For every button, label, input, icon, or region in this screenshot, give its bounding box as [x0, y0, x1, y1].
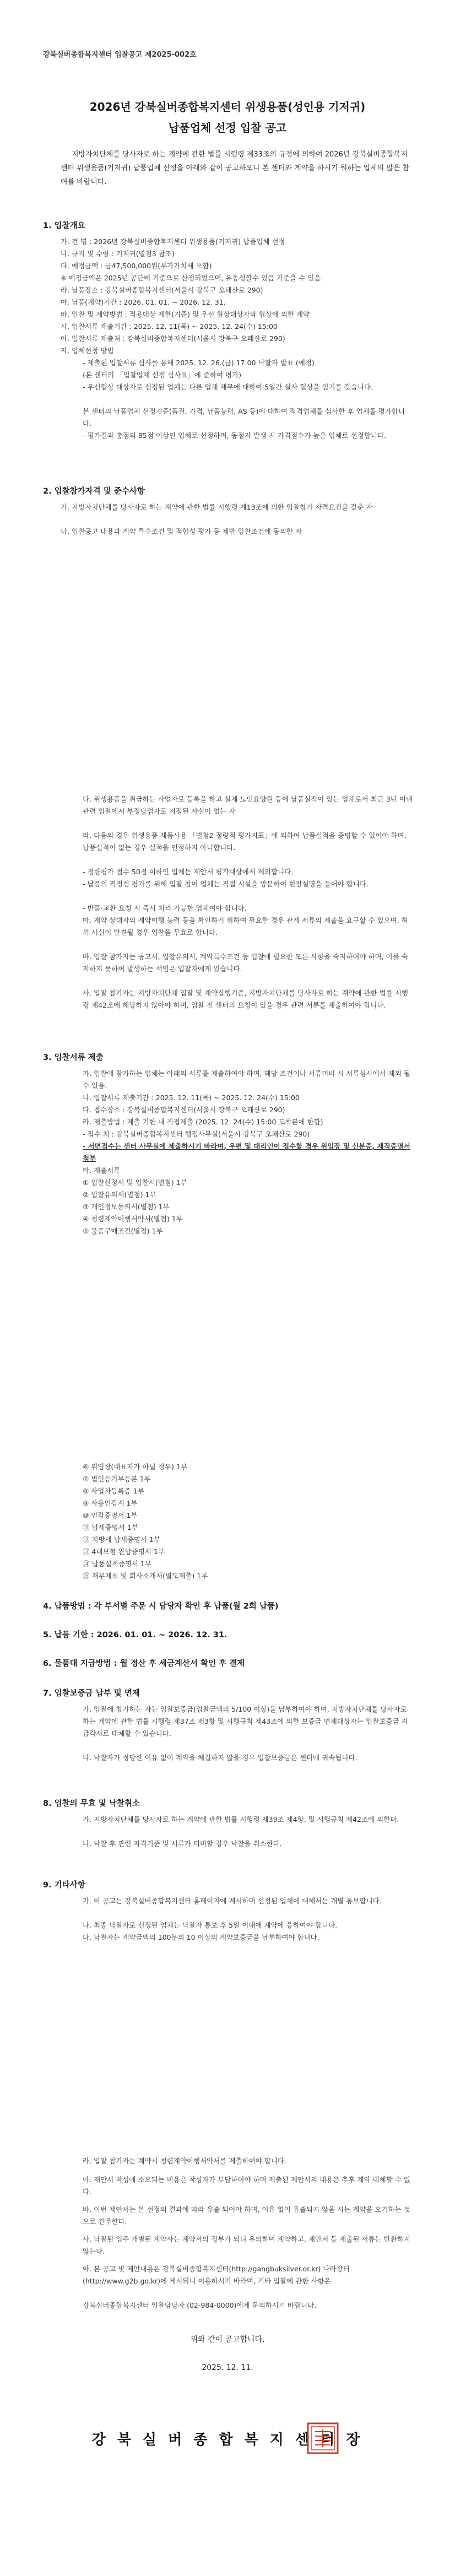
s2-line: 가. 지방자치단체를 당사자로 하는 계약에 관한 법률 시행령 제13조에 의한 입찰참가 자격요건을 갖춘 자 — [61, 503, 373, 511]
s1-line: 가. 건 명 : 2026년 강북실버종합복지센터 위생용품(기저귀) 납품업체 선정 — [61, 237, 285, 246]
s8-paragraph: 가. 지방자치단체를 당사자로 하는 계약에 관한 법률 시행령 제39조 제4항, 및 시행규칙 제42조에 의한다. — [83, 1815, 399, 1823]
s1-line: ※ 예정금액은 2025년 공단에 기준으로 산정되었으며, 유동성할수 있음 기준을 수 있음. — [61, 274, 323, 282]
document-number: 강북실버종합복지센터 입찰공고 제2025-002호 — [43, 51, 197, 59]
s3-paragraph: 나. 입찰서류 제출기간 : 2025. 12. 11(목) ~ 2025. 12. 24(수) 15:00 — [83, 1094, 300, 1102]
s3-paragraph: 라. 제출방법 : 제출 기한 내 직접제출 (2025. 12. 24(수) 15:00 도착분에 한함) — [83, 1118, 323, 1126]
intro-paragraph: 지방자치단체를 당사자로 하는 계약에 관한 법률 시행령 제33조의 규정에 의하여 2026년 강북실버종합복지센터 위생용품(기저귀) 납품업체 선정을 아래와 같이 공고하오니 본 센터와 계약을 하시기 원하는 업체의 많은 참여를 바랍니다. — [61, 150, 410, 186]
s3-doc-item: ③ 개인정보동의서(별첨) 1부 — [83, 1203, 170, 1211]
s3-doc-item: ② 입찰유의서(별첨) 1부 — [83, 1190, 156, 1199]
s3-doc-item: ⑬ 4대보험 완납증명서 1부 — [83, 1547, 165, 1556]
s2-line: 나. 입찰공고 내용과 계약 특수조건 및 적합성 평가 등 제반 입찰조건에 동의한 자 — [61, 527, 302, 535]
s2-paragraph: 라. 다음의 경우 위생용품 제품사용 「별첨2 정량적 평가지표」에 의하여 납품실적을 증명할 수 있어야 하며, 납품실적이 없는 경우 실적을 인정하지 아니합니다. — [83, 831, 407, 852]
s3-doc-item: ⑤ 물품구매조건(별첨) 1부 — [83, 1227, 163, 1235]
s2-paragraph: 마. 계약 상대자의 계약이행 능력 등을 확인하기 위하여 필요한 경우 관계 서류의 제출을 요구할 수 있으며, 허위 사실이 발견될 경우 입찰을 무효로 합니다. — [83, 916, 408, 937]
s2-paragraph: - 납품의 적정성 평가를 위해 입찰 참여 업체는 직접 시설을 방문하여 현장설명을 들어야 합니다. — [83, 880, 369, 888]
s1-line: 사. 입찰서류 제출기간 : 2025. 12. 11(목) ~ 2025. 12. 24(수) 15:00 — [61, 322, 278, 331]
s1-sub-line: (본 센터의 「입찰업체 선정 심사표」에 준하여 평가) — [83, 371, 242, 379]
s3-paragraph: 가. 입찰에 참가하는 업체는 아래의 서류를 제출하여야 하며, 해당 조건이나 서류미비 시 서류심사에서 제외 될 수 있음. — [83, 1069, 410, 1090]
s3-paragraph-emphasis: - 서면접수는 센터 사무실에 제출하시기 바라며, 우편 및 대리인이 접수할 경우 위임장 및 신분증, 재직증명서 첨부 — [83, 1142, 410, 1162]
s1-sub-line: - 제출된 입찰서류 심사를 통해 2025. 12. 26.(금) 17:00 낙찰자 발표 (예정) — [83, 359, 315, 367]
closing-statement: 위와 같이 공고합니다. — [190, 2335, 265, 2344]
section-3-heading: 3. 입찰서류 제출 — [43, 1053, 104, 1062]
s2-paragraph: 다. 위생용품을 취급하는 사업자로 등록을 하고 실제 노인요양원 등에 납품실적이 있는 업체로서 최근 3년 이내 관련 입찰에서 부정당업자로 지정된 사실이 없는 자 — [83, 795, 413, 815]
s9-paragraph: 다. 낙찰자는 계약금액의 100분의 10 이상의 계약보증금을 납부하여야 합니다. — [83, 1933, 319, 1941]
s1-sub-line: 본 센터의 납품업체 선정기준(품질, 가격, 납품능력, AS 등)에 대하여 적격업체를 심사한 후 업체를 평가합니다. — [83, 407, 405, 427]
s1-line: 다. 예정금액 : 금47,500,000원(부가가치세 포함) — [61, 262, 212, 270]
s1-sub-line: - 평가결과 총점의 85점 이상인 업체로 선정하며, 동점자 발생 시 가격점수가 높은 업체로 선정합니다. — [83, 431, 386, 440]
s1-sub-line: - 우선협상 대상자로 선정된 업체는 다른 업체 재무에 대하여 5일간 실사 협상을 임기를 갖습니다. — [83, 383, 373, 391]
s9-paragraph: 마. 제안서 작성에 소요되는 비용은 작성자가 부담하여야 하며 제출된 제안서의 내용은 추후 계약 대체할 수 없다. — [83, 2175, 410, 2196]
section-4-heading: 4. 납품방법 : 각 부서별 주문 시 담당자 확인 후 납품(월 2회 납품) — [43, 1602, 279, 1611]
s9-paragraph: 바. 이번 제안서는 본 선정의 결과에 따라 유출 되어야 하며, 이유 없이 유출되지 않을 시는 계약을 오기하는 것으로 간주한다. — [83, 2205, 410, 2226]
s1-line: 바. 입찰 및 계약방법 : 적용대상 제한(기준) 및 우선 협상대상자와 협상에 의한 계약 — [61, 310, 310, 318]
s3-paragraph: 마. 제출서류 — [83, 1166, 121, 1175]
s9-paragraph: 강북실버종합복지센터 입찰담당자 (02-984-0000)에게 문의하시기 바랍니다. — [83, 2301, 317, 2309]
s3-doc-item: ⑩ 인감증명서 1부 — [83, 1511, 138, 1519]
s3-paragraph: - 접수 처 : 강북실버종합복지센터 행정사무실(서울시 강북구 오패산로 290) — [83, 1130, 310, 1138]
s3-doc-item: ④ 청렴계약이행서약서(별첨) 1부 — [83, 1215, 183, 1223]
notice-subtitle: 납품업체 선정 입찰 공고 — [168, 121, 287, 134]
organization-name: 강 북 실 버 종 합 복 지 센 터 장 — [91, 2432, 364, 2448]
s3-doc-item: ⑫ 지방세 납세증명서 1부 — [83, 1535, 161, 1544]
section-6-heading: 6. 물품대 지급방법 : 월 정산 후 세금계산서 확인 후 결제 — [43, 1659, 245, 1668]
section-8-heading: 8. 입찰의 무효 및 낙찰취소 — [43, 1799, 140, 1808]
s7-paragraph: 나. 낙찰자가 정당한 이유 없이 계약을 체결하지 않을 경우 입찰보증금은 센터에 귀속됩니다. — [83, 1754, 358, 1762]
s1-line: 아. 입찰서류 제출처 : 강북실버종합복지센터(서울시 강북구 오패산로 290) — [61, 334, 285, 343]
section-2-heading: 2. 입찰참가자격 및 준수사항 — [43, 487, 145, 496]
s2-paragraph: 바. 입찰 참가자는 공고서, 입찰유의서, 계약특수조건 등 입찰에 필요한 모든 사항을 숙지하여야 하며, 이를 숙지하지 못하여 발생하는 책임은 입찰자에게 있습니다. — [83, 953, 408, 973]
s7-paragraph: 가. 입찰에 참가하는 자는 입찰보증금(입찰금액의 5/100 이상)을 납부하여야 하며, 지방자치단체를 당사자로 하는 계약에 관한 법률 시행령 제37조 제3항 및 시행규칙 제43조에 의한 보증금 면제대상자는 입찰보증금 지급각서로 대체할 수 있습니다. — [83, 1705, 408, 1738]
s9-paragraph: 나. 최종 낙찰자로 선정된 업체는 낙찰자 통보 후 5일 이내에 계약에 응하여야 합니다. — [83, 1921, 338, 1929]
s1-line: 자. 업체선정 방법 — [61, 347, 114, 355]
s3-doc-item: ① 입찰신청서 및 입찰서(별첨) 1부 — [83, 1178, 187, 1187]
s3-paragraph: 다. 접수장소 : 강북실버종합복지센터(서울시 강북구 오패산로 290) — [83, 1106, 285, 1114]
s1-line: 라. 납품장소 : 강북실버종합복지센터(서울시 강북구 오패산로 290) — [61, 286, 263, 294]
s3-doc-item: ⑦ 법인등기부등본 1부 — [83, 1475, 151, 1483]
s3-doc-item: ⑮ 재무제표 및 회사소개서(별도제출) 1부 — [83, 1572, 208, 1580]
s9-paragraph: 라. 입찰 참가자는 계약시 청렴계약이행서약서를 제출하여야 합니다. — [83, 2157, 286, 2165]
section-9-heading: 9. 기타사항 — [43, 1881, 85, 1890]
notice-title: 2026년 강북실버종합복지센터 위생용품(성인용 기저귀) — [89, 100, 366, 113]
section-1-heading: 1. 입찰개요 — [43, 221, 85, 230]
section-7-heading: 7. 입찰보증금 납부 및 면제 — [43, 1689, 140, 1698]
s3-doc-item: ⑭ 납품실적증명서 1부 — [83, 1560, 152, 1568]
s2-paragraph: - 정량평가 점수 50점 이하인 업체는 제안서 평가대상에서 제외합니다. — [83, 868, 294, 876]
s1-line: 마. 납품(계약)기간 : 2026. 01. 01. ~ 2026. 12. 31. — [61, 298, 226, 306]
s2-paragraph: - 반품·교환 요청 시 즉시 처리 가능한 업체여야 합니다. — [83, 904, 247, 912]
s2-paragraph: 사. 입찰 참가자는 지방자치단체 입찰 및 계약집행기준, 지방자치단체를 당사자로 하는 계약에 관한 법률 시행령 제42조에 해당하지 않아야 하며, 입찰 전 센터의 요청이 있을 경우 관련 서류를 제출하여야 합니다. — [83, 989, 408, 1009]
section-5-heading: 5. 납품 기한 : 2026. 01. 01. ~ 2026. 12. 31. — [43, 1631, 228, 1639]
s3-doc-item: ⑨ 사용인감계 1부 — [83, 1499, 138, 1507]
notice-date: 2025. 12. 11. — [202, 2363, 253, 2372]
s3-doc-item: ⑪ 납세증명서 1부 — [83, 1523, 138, 1531]
s9-paragraph: 가. 이 공고는 강북실버종합복지센터 홈페이지에 게시하며 선정된 업체에 대해서는 개별 통보합니다. — [83, 1897, 382, 1905]
official-seal-icon — [306, 2422, 339, 2455]
s1-line: 나. 규격 및 수량 : 기저귀(별첨3 참조) — [61, 250, 175, 258]
s3-doc-item: ⑥ 위임장(대표자가 아닐 경우) 1부 — [83, 1463, 187, 1471]
s9-paragraph: 아. 본 공고 및 제안내용은 강북실버종합복지센터(http://gangbuksilver.or.kr) 나라장터(http://www.g2b.go.kr)에 게시되니 이용하시기 바라며, 기타 입찰에 관한 사항은 — [83, 2265, 350, 2285]
s3-doc-item: ⑧ 사업자등록증 1부 — [83, 1487, 144, 1495]
s8-paragraph: 나. 낙찰 후 관련 자격기준 및 서류가 미비할 경우 낙찰을 취소한다. — [83, 1839, 282, 1848]
s9-paragraph: 사. 낙찰된 입주 개별된 계약사는 계약서의 정부가 되니 유의하며 계약하고, 제안서 등 제출된 서류는 반환하지 않는다. — [83, 2235, 410, 2255]
